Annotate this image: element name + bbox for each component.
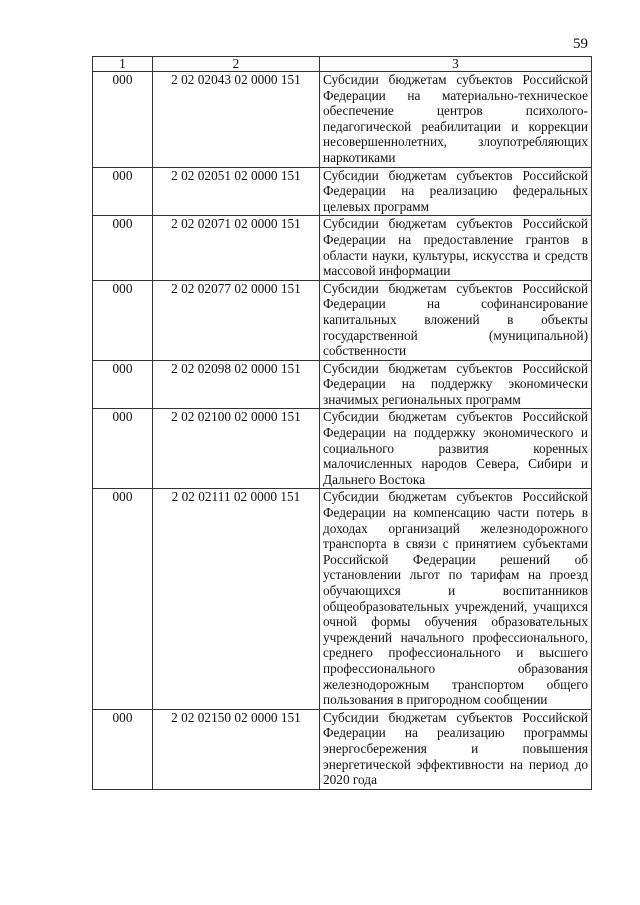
admin-code-cell: 000 (93, 709, 153, 789)
budget-code-cell: 2 02 02043 02 0000 151 (153, 72, 320, 168)
admin-code-cell: 000 (93, 216, 153, 280)
table-row (93, 709, 592, 789)
admin-code-cell: 000 (93, 409, 153, 489)
budget-code-cell: 2 02 02098 02 0000 151 (153, 360, 320, 409)
table-row (93, 72, 592, 168)
budget-code-cell: 2 02 02150 02 0000 151 (153, 709, 320, 789)
table-header-row (93, 57, 592, 72)
budget-code-cell: 2 02 02100 02 0000 151 (153, 409, 320, 489)
table-row (93, 216, 592, 280)
table-row (93, 167, 592, 216)
column-header-2: 2 (153, 57, 320, 72)
budget-code-cell: 2 02 02077 02 0000 151 (153, 280, 320, 360)
page-number: 59 (573, 36, 588, 52)
table-row (93, 409, 592, 489)
admin-code-cell: 000 (93, 72, 153, 168)
admin-code-cell: 000 (93, 489, 153, 709)
budget-code-cell: 2 02 02111 02 0000 151 (153, 489, 320, 709)
admin-code-cell: 000 (93, 167, 153, 216)
budget-code-cell: 2 02 02071 02 0000 151 (153, 216, 320, 280)
table-row (93, 360, 592, 409)
budget-classification-table (92, 56, 592, 790)
revenue-name-cell: Субсидии бюджетам субъектов Российской Федерации на поддержку экономического и социального развития коренных малочисленных народов Севера, Сибири и Дальнего Востока (320, 409, 592, 489)
revenue-name-cell: Субсидии бюджетам субъектов Российской Федерации на поддержку экономически значимых региональных программ (320, 360, 592, 409)
revenue-name-cell: Субсидии бюджетам субъектов Российской Федерации на реализацию программы энергосбережения и повышения энергетической эффективности на период до 2020 года (320, 709, 592, 789)
revenue-name-cell: Субсидии бюджетам субъектов Российской Федерации на материально-техническое обеспечение центров психолого-педагогической реабилитации и коррекции несовершеннолетних, злоупотребляющих наркотиками (320, 72, 592, 168)
column-header-1: 1 (93, 57, 153, 72)
budget-code-cell: 2 02 02051 02 0000 151 (153, 167, 320, 216)
revenue-name-cell: Субсидии бюджетам субъектов Российской Федерации на компенсацию части потерь в доходах организаций железнодорожного транспорта в связи с принятием субъектами Российской Федерации решений об установлении льгот по тарифам на проезд обучающихся и воспитанников общеобразовательных учреждений, учащихся очной формы обучения образовательных учреждений начального профессионального, среднего профессионального и высшего профессионального образования железнодорожным транспортом общего пользования в пригородном сообщении (320, 489, 592, 709)
column-header-3: 3 (320, 57, 592, 72)
admin-code-cell: 000 (93, 360, 153, 409)
admin-code-cell: 000 (93, 280, 153, 360)
revenue-name-cell: Субсидии бюджетам субъектов Российской Федерации на софинансирование капитальных вложений в объекты государственной (муниципальной) собственности (320, 280, 592, 360)
revenue-name-cell: Субсидии бюджетам субъектов Российской Федерации на реализацию федеральных целевых программ (320, 167, 592, 216)
table-row (93, 489, 592, 709)
table-row (93, 280, 592, 360)
revenue-name-cell: Субсидии бюджетам субъектов Российской Федерации на предоставление грантов в области науки, культуры, искусства и средств массовой информации (320, 216, 592, 280)
